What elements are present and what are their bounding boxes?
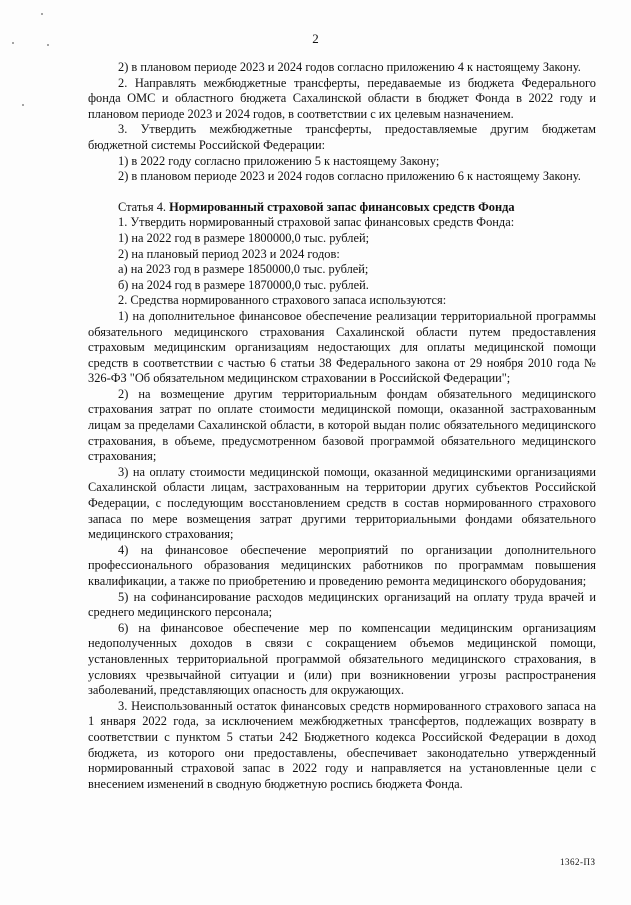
paragraph: 2) в плановом периоде 2023 и 2024 годов согласно приложению 6 к настоящему Закону. (118, 169, 581, 184)
article-heading (88, 200, 596, 216)
paragraph: 3. Неиспользованный остаток финансовых средств нормированного страхового запаса на 1 января 2022 года, за исключением межбюджетных трансфертов, подлежащих возврату в соответствии с пунктом 5 статьи 242 Бюджетного кодекса Российской Федерации в доход бюджета, из которого они предоставлены, обеспечивает законодательно утвержденный нормированный страховой запас в 2022 году и направляется на установленные цели с внесением изменений в сводную бюджетную роспись бюджета Фонда. (88, 698, 596, 791)
paragraph: 1) на дополнительное финансовое обеспечение реализации территориальной программы обязательного медицинского страхования Сахалинской области путем предоставления страховым медицинским организациям недостающих для оплаты медицинской помощи средств в соответствии с частью 6 статьи 38 Федерального закона от 29 ноября 2010 года № 326-ФЗ "Об обязательном медицинском страховании в Российской Федерации"; (88, 308, 596, 386)
article-prefix: Статья 4. (118, 199, 167, 214)
paragraph: 2) на плановый период 2023 и 2024 годов: (118, 246, 340, 261)
paragraph: 3) на оплату стоимости медицинской помощи, оказанной медицинскими организациями Сахалинской области лицам, застрахованным на территории других субъектов Российской Федерации, с последующим восстановлением средств в состав нормированного страхового запаса по мере возмещения затрат другими территориальными фондами обязательного медицинского страхования; (88, 464, 596, 542)
paragraph: 1) на 2022 год в размере 1800000,0 тыс. рублей; (118, 230, 370, 245)
article-title: Нормированный страховой запас финансовых средств Фонда (169, 199, 515, 214)
paragraph: 2) в плановом периоде 2023 и 2024 годов согласно приложению 4 к настоящему Закону. (118, 60, 581, 74)
document-code: 1362-ПЗ (560, 857, 596, 867)
scan-speck (41, 13, 43, 15)
paragraph: 2. Средства нормированного страхового запаса используются: (118, 293, 447, 308)
paragraph: б) на 2024 год в размере 1870000,0 тыс. рублей. (118, 277, 369, 292)
paragraph: 4) на финансовое обеспечение мероприятий по организации дополнительного профессионального образования медицинских работников по программам повышения квалификации, а также по приобретению и проведению ремонта медицинского оборудования; (88, 542, 596, 588)
paragraph: а) на 2023 год в размере 1850000,0 тыс. рублей; (118, 262, 369, 277)
paragraph: 3. Утвердить межбюджетные трансферты, предоставляемые другим бюджетам бюджетной системы Российской Федерации: (88, 122, 596, 152)
paragraph: 6) на финансовое обеспечение мер по компенсации медицинским организациям недополученных доходов в связи с сокращением объемов медицинской помощи, установленных территориальной программой обязательного медицинского страхования, в условиях чрезвычайной ситуации и (или) при возникновении угрозы распространения заболеваний, представляющих опасность для окружающих. (88, 620, 596, 698)
document-body (88, 60, 596, 792)
paragraph: 1. Утвердить нормированный страховой запас финансовых средств Фонда: (118, 215, 515, 230)
page-number: 2 (312, 31, 319, 46)
paragraph: 2. Направлять межбюджетные трансферты, передаваемые из бюджета Федерального фонда ОМС и областного бюджета Сахалинской области в бюджет Фонда в 2022 году и плановом периоде 2023 и 2024 годов, в соответствии с их целевым назначением. (88, 75, 596, 121)
paragraph: 5) на софинансирование расходов медицинских организаций на оплату труда врачей и среднего медицинского персонала; (88, 589, 596, 620)
paragraph: 1) в 2022 году согласно приложению 5 к настоящему Закону; (118, 153, 440, 168)
paragraph: 2) на возмещение другим территориальным фондам обязательного медицинского страхования затрат по оплате стоимости медицинской помощи, оказанной застрахованным лицам за пределами Сахалинской области, в которой выдан полис обязательного медицинского страхования, в объеме, предусмотренном базовой программой обязательного медицинского страхования; (88, 386, 596, 464)
scan-speck (22, 104, 24, 106)
